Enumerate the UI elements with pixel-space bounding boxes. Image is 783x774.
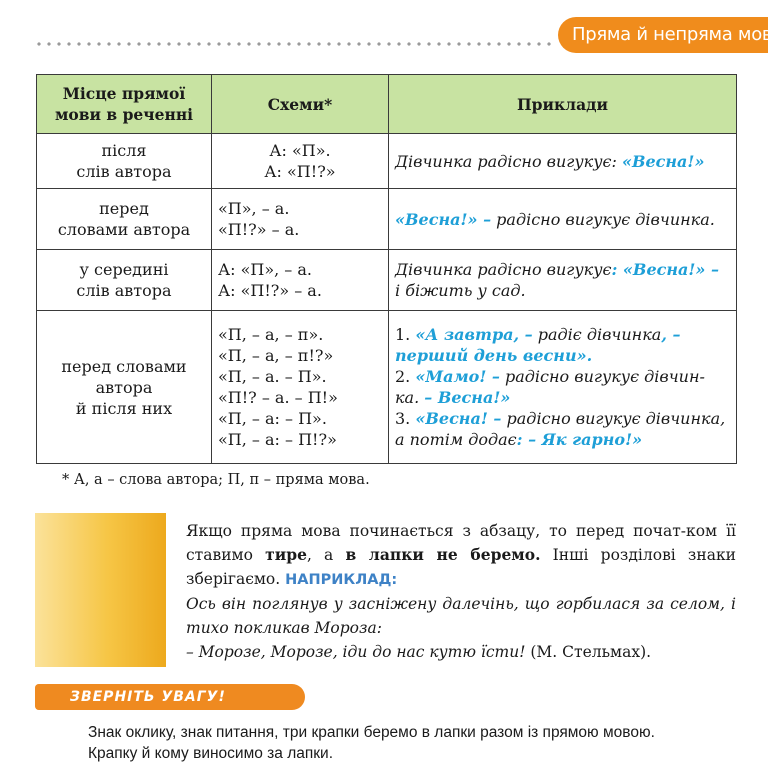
scheme-line: «П, – а: – П!?» (218, 430, 337, 449)
author-text: 3. (395, 409, 416, 428)
example-cell (389, 189, 737, 250)
example-label: НАПРИКЛАД: (285, 572, 398, 588)
example-line (395, 408, 730, 429)
attention-line: Знак оклику, знак питання, три крапки беремо в лапки разом із прямою мовою. (88, 724, 655, 741)
example-cell (389, 311, 737, 464)
author-text: радісно вигукує дівчин- (499, 367, 705, 386)
example-line (395, 259, 730, 280)
attention-line: Крапку й кому виносимо за лапки. (88, 745, 334, 762)
direct-speech-text: «Весна!» (621, 151, 705, 171)
table-row (37, 134, 737, 189)
header-place: Місце прямої мови в реченні (37, 75, 212, 134)
example-line (395, 280, 730, 301)
place-cell (37, 311, 212, 464)
direct-speech-text: перший день весни». (395, 346, 593, 365)
example-cell (389, 250, 737, 311)
section-title-tab: Пряма й непряма мова (558, 17, 768, 53)
example-line (395, 429, 730, 450)
scheme-line: «П, – а, – п». (218, 325, 324, 344)
author-text: і біжить у сад. (395, 281, 526, 300)
place-cell (37, 250, 212, 311)
rule-text-block (186, 519, 736, 664)
direct-speech-text: «А завтра, – (415, 325, 533, 344)
place-cell (37, 189, 212, 250)
author-text: радісно вигукує дівчинка. (491, 209, 715, 229)
direct-speech-text: «Весна!» – (395, 209, 492, 229)
table-footnote: * А, а – слова автора; П, п – пряма мова. (62, 472, 370, 488)
scheme-line: А: «П». (269, 141, 331, 160)
place-line: автора (95, 377, 153, 397)
direct-speech-text: : – Як гарно!» (516, 430, 643, 449)
place-cell (37, 134, 212, 189)
scheme-cell (212, 250, 389, 311)
attention-title: ЗВЕРНІТЬ УВАГУ! (70, 689, 226, 705)
scheme-line: А: «П!?» (264, 162, 336, 181)
rule-example: Ось він поглянув у засніжену далечінь, що горбилася за селом, і тихо покликав Мороза: (186, 595, 736, 637)
scheme-cell (212, 311, 389, 464)
table-row (37, 189, 737, 250)
scheme-line: «П, – а: – П». (218, 409, 327, 428)
place-line: у середині (79, 260, 169, 279)
table-row (37, 250, 737, 311)
scheme-cell (212, 189, 389, 250)
place-line: словами автора (57, 220, 191, 239)
scheme-line: «П, – а, – п!?» (218, 346, 334, 365)
author-text: Дівчинка радісно вигукує: (395, 151, 622, 171)
place-line: перед словами (61, 356, 187, 376)
header-schemes: Схеми* (212, 75, 389, 134)
scheme-line: «П, – а. – П». (218, 367, 327, 386)
direct-speech-text: – Весна!» (424, 388, 511, 407)
place-line: слів автора (76, 162, 172, 181)
example-line (395, 366, 730, 387)
author-text: 1. (395, 325, 416, 344)
attention-text (88, 722, 748, 764)
example-line (395, 345, 730, 366)
author-text: радісно вигукує дівчинка, (501, 409, 726, 428)
rule-example-speech: – Морозе, Морозе, іди до нас кутю їсти! (М. Стельмах). (186, 643, 652, 661)
author-text: Дівчинка радісно вигукує (395, 260, 612, 279)
scheme-line: А: «П!?» – а. (218, 281, 322, 300)
table-row (37, 311, 737, 464)
scheme-line: «П!?» – а. (218, 220, 300, 239)
example-cell (389, 134, 737, 189)
place-line: слів автора (76, 281, 172, 300)
place-line: перед (99, 199, 149, 218)
table-header-row (37, 75, 737, 134)
author-text: а потім додає (395, 430, 517, 449)
place-line: й після них (75, 398, 173, 418)
author-text: ка. (395, 388, 425, 407)
author-text: радіє дівчинка (532, 325, 662, 344)
direct-speech-text: «Мамо! – (415, 367, 500, 386)
header-examples: Приклади (389, 75, 737, 134)
direct-speech-text: , – (661, 325, 681, 344)
direct-speech-text: «Весна! – (415, 409, 502, 428)
scheme-cell (212, 134, 389, 189)
header-dots-divider (34, 42, 554, 46)
author-text: 2. (395, 367, 416, 386)
rule-paragraph: Якщо пряма мова починається з абзацу, то перед почат-ком її ставимо тире, а в лапки не беремо. Інші розділові знаки зберігаємо. НАПРИКЛАД: (186, 522, 736, 588)
example-line (395, 324, 730, 345)
scheme-line: А: «П», – а. (218, 260, 313, 279)
rule-accent-bar (35, 513, 166, 667)
scheme-line: «П», – а. (218, 199, 290, 218)
place-line: після (101, 141, 147, 160)
example-line (395, 387, 730, 408)
direct-speech-text: : «Весна!» – (611, 260, 719, 279)
scheme-line: «П!? – а. – П!» (218, 388, 338, 407)
punctuation-rules-table (36, 74, 737, 464)
